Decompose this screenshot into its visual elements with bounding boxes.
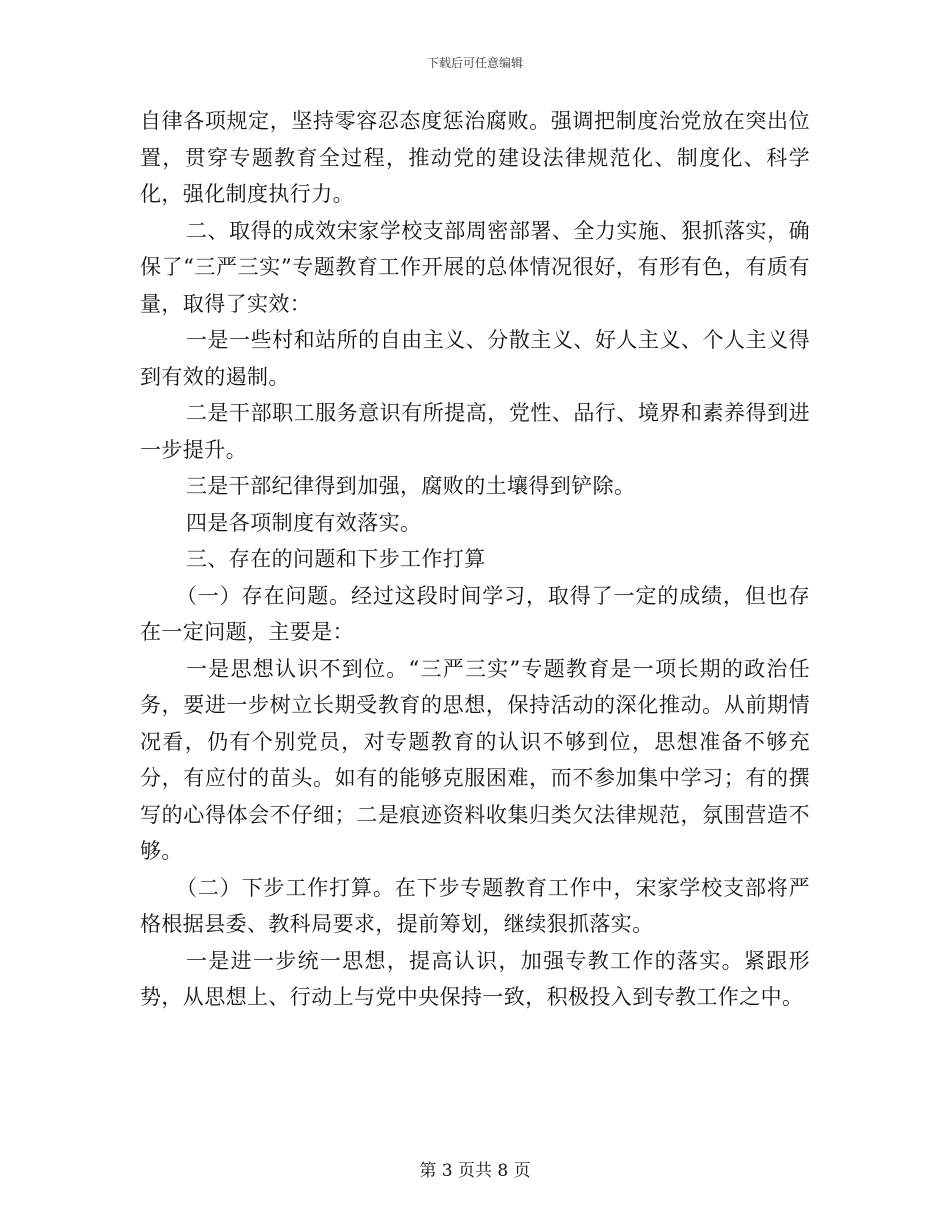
subsection-paragraph: （一）存在问题。经过这段时间学习，取得了一定的成绩，但也存在一定问题，主要是：: [140, 583, 810, 644]
paragraph: 一是进一步统一思想，提高认识，加强专教工作的落实。紧跟形势，从思想上、行动上与党中央保持一致，积极投入到专教工作之中。: [140, 948, 810, 1009]
page-header-note: 下载后可任意编辑: [426, 56, 523, 70]
paragraph: 一是思想认识不到位。“三严三实”专题教育是一项长期的政治任务，要进一步树立长期受教育的思想，保持活动的深化推动。从前期情况看，仍有个别党员，对专题教育的认识不够到位，思想准备不够充分，有应付的苗头。如有的能够克服困难，而不参加集中学习；有的撰写的心得体会不仔细；二是痕迹资料收集归类欠法律规范，氛围营造不够。: [140, 656, 810, 863]
page-number: 第 3 页共 8 页: [419, 1161, 531, 1181]
section-heading: 三、存在的问题和下步工作打算: [186, 547, 486, 571]
paragraph: 四是各项制度有效落实。: [186, 510, 422, 535]
paragraph: 二是干部职工服务意识有所提高，党性、品行、境界和素养得到进一步提升。: [140, 401, 810, 462]
paragraph: 三是干部纪律得到加强，腐败的土壤得到铲除。: [186, 474, 636, 498]
paragraph: 一是一些村和站所的自由主义、分散主义、好人主义、个人主义得到有效的遏制。: [140, 328, 810, 389]
paragraph: 二、取得的成效宋家学校支部周密部署、全力实施、狠抓落实，确保了“三严三实”专题教育工作开展的总体情况很好，有形有色，有质有量，取得了实效：: [140, 218, 810, 316]
document-body: [140, 103, 810, 1016]
subsection-paragraph: （二）下步工作打算。在下步专题教育工作中，宋家学校支部将严格根据县委、教科局要求，提前筹划，继续狠抓落实。: [140, 875, 810, 936]
paragraph: 自律各项规定，坚持零容忍态度惩治腐败。强调把制度治党放在突出位置，贯穿专题教育全过程，推动党的建设法律规范化、制度化、科学化，强化制度执行力。: [140, 109, 810, 206]
